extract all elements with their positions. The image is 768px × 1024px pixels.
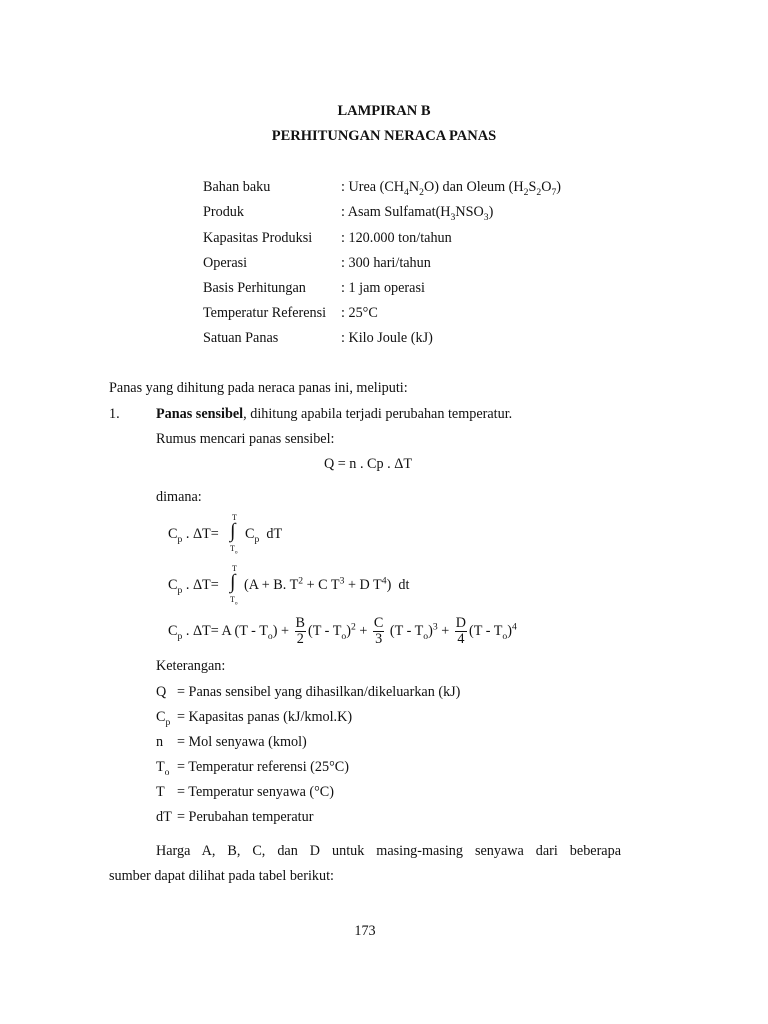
eq1-rhs: $C_p$ dT [245, 526, 283, 545]
spec-value: : 300 hari/tahun [341, 255, 431, 271]
main-formula: Q = n . Cp . ΔT [323, 456, 413, 472]
integral-sign: ∫ [230, 520, 236, 542]
intro-text: Panas yang dihitung pada neraca panas ini, meliputi: [109, 380, 408, 396]
spec-value: : Urea $(CH_4N_2O)$ dan Oleum $(H_2S_2O_7)$ [341, 179, 561, 198]
spec-value: : Asam $Sulfamat(H_3NSO_3)$ [341, 204, 494, 223]
closing-line-1: Harga A, B, C, dan D untuk masing-masing senyawa dari beberapa [156, 843, 621, 859]
spec-value: : 1 jam operasi [341, 280, 425, 296]
formula-intro: Rumus mencari panas sensibel: [156, 431, 335, 447]
spec-label: Basis Perhitungan [203, 280, 306, 296]
spec-label: Operasi [203, 255, 248, 271]
integral-sign: ∫ [230, 571, 236, 593]
spec-label: Temperatur Referensi [203, 305, 327, 321]
list-item: $C_p$ = Kapasitas panas (kJ/kmol.K) [156, 709, 353, 728]
list-item: dT = Perubahan temperatur [156, 809, 314, 825]
spec-value: : Kilo Joule (kJ) [341, 330, 433, 346]
lower-limit: $T_o$ [230, 544, 238, 556]
equation-3: $C_p$ . ΔT= A $(T - T_o)$ + $\frac{B}{2}$ $(T - T_o)^2$ + $\frac{C}{3}$ $(T - T_o)^3$ + $\frac{D}{4}$ $(T - T_o)^4$ [168, 615, 517, 648]
spec-label: Produk [203, 204, 244, 220]
page-subtitle: PERHITUNGAN NERACA PANAS [271, 128, 497, 144]
page-title: LAMPIRAN B [337, 103, 431, 119]
closing-line-2: sumber dapat dilihat pada tabel berikut: [109, 868, 334, 884]
eq2-rhs: (A + B. $T^2 + C$ $T^3 + D$ $T^4$) dt [244, 575, 410, 593]
spec-label: Kapasitas Produksi [203, 230, 313, 246]
dimana-label: dimana: [156, 489, 202, 505]
spec-label: Bahan baku [203, 179, 271, 195]
term: Panas sensibel [156, 406, 244, 422]
spec-label: Satuan Panas [203, 330, 279, 346]
fraction-b2: $\frac{B}{2}$ [295, 615, 305, 648]
page-number: 173 [354, 923, 376, 939]
keterangan-heading: Keterangan: [156, 658, 226, 674]
list-item: $T_o$ = Temperatur referensi (25°C) [156, 759, 349, 778]
spec-value: : 120.000 ton/tahun [341, 230, 452, 246]
list-item: Q = Panas sensibel yang dihasilkan/dikeluarkan (kJ) [156, 684, 461, 700]
upper-limit: T [232, 513, 237, 522]
spec-value: : 25°C [341, 305, 378, 321]
item-number: 1. [109, 406, 120, 422]
lower-limit: $T_o$ [230, 595, 238, 607]
upper-limit: T [232, 564, 237, 573]
fraction-c3: $\frac{C}{3}$ [373, 615, 384, 648]
item-rest: , dihitung apabila terjadi perubahan temperatur. [243, 406, 513, 422]
list-item: T = Temperatur senyawa (°C) [156, 784, 334, 800]
eq1-lhs: $C_p$ . ΔT= [168, 526, 219, 545]
list-item: n = Mol senyawa (kmol) [156, 734, 307, 750]
item-text [156, 406, 512, 423]
eq2-lhs: $C_p$ . ΔT= [168, 577, 219, 596]
fraction-d4: $\frac{D}{4}$ [455, 615, 467, 648]
